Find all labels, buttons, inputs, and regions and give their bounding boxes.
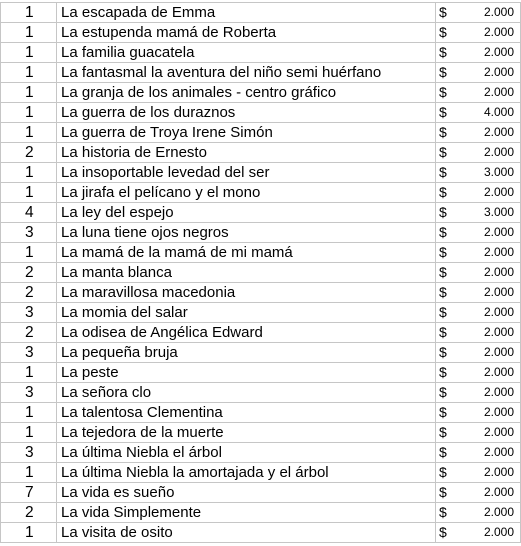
quantity-cell[interactable]: 7 bbox=[1, 483, 57, 503]
price-cell[interactable]: 2.000 bbox=[466, 43, 521, 63]
currency-cell[interactable]: $ bbox=[436, 523, 466, 543]
currency-cell[interactable]: $ bbox=[436, 403, 466, 423]
quantity-cell[interactable]: 1 bbox=[1, 43, 57, 63]
table-row bbox=[1, 343, 521, 363]
title-cell[interactable]: La peste bbox=[57, 363, 436, 383]
price-cell[interactable]: 2.000 bbox=[466, 363, 521, 383]
table-row bbox=[1, 463, 521, 483]
quantity-cell[interactable]: 3 bbox=[1, 343, 57, 363]
price-cell[interactable]: 4.000 bbox=[466, 103, 521, 123]
table-row bbox=[1, 223, 521, 243]
currency-cell[interactable]: $ bbox=[436, 43, 466, 63]
table-row bbox=[1, 103, 521, 123]
title-cell[interactable]: La vida es sueño bbox=[57, 483, 436, 503]
currency-cell[interactable]: $ bbox=[436, 483, 466, 503]
title-cell[interactable]: La pequeña bruja bbox=[57, 343, 436, 363]
price-cell[interactable]: 2.000 bbox=[466, 183, 521, 203]
title-cell[interactable]: La guerra de los duraznos bbox=[57, 103, 436, 123]
quantity-cell[interactable]: 3 bbox=[1, 303, 57, 323]
title-cell[interactable]: La visita de osito bbox=[57, 523, 436, 543]
price-cell[interactable]: 2.000 bbox=[466, 483, 521, 503]
price-cell[interactable]: 2.000 bbox=[466, 263, 521, 283]
quantity-cell[interactable]: 2 bbox=[1, 283, 57, 303]
table-row bbox=[1, 283, 521, 303]
table-row bbox=[1, 43, 521, 63]
table-row bbox=[1, 3, 521, 23]
currency-cell[interactable]: $ bbox=[436, 163, 466, 183]
table-row bbox=[1, 203, 521, 223]
title-cell[interactable]: La señora clo bbox=[57, 383, 436, 403]
quantity-cell[interactable]: 1 bbox=[1, 243, 57, 263]
title-cell[interactable]: La maravillosa macedonia bbox=[57, 283, 436, 303]
table-row bbox=[1, 63, 521, 83]
table-row bbox=[1, 263, 521, 283]
currency-cell[interactable]: $ bbox=[436, 103, 466, 123]
currency-cell[interactable]: $ bbox=[436, 243, 466, 263]
table-row bbox=[1, 503, 521, 523]
quantity-cell[interactable]: 1 bbox=[1, 163, 57, 183]
currency-cell[interactable]: $ bbox=[436, 263, 466, 283]
price-cell[interactable]: 2.000 bbox=[466, 243, 521, 263]
currency-cell[interactable]: $ bbox=[436, 503, 466, 523]
title-cell[interactable]: La talentosa Clementina bbox=[57, 403, 436, 423]
currency-cell[interactable]: $ bbox=[436, 63, 466, 83]
price-cell[interactable]: 2.000 bbox=[466, 463, 521, 483]
price-cell[interactable]: 2.000 bbox=[466, 223, 521, 243]
currency-cell[interactable]: $ bbox=[436, 303, 466, 323]
title-cell[interactable]: La fantasmal la aventura del niño semi huérfano bbox=[57, 63, 436, 83]
currency-cell[interactable]: $ bbox=[436, 343, 466, 363]
table-row bbox=[1, 83, 521, 103]
table-row bbox=[1, 183, 521, 203]
price-cell[interactable]: 2.000 bbox=[466, 383, 521, 403]
price-cell[interactable]: 2.000 bbox=[466, 3, 521, 23]
table-row bbox=[1, 363, 521, 383]
title-cell[interactable]: La última Niebla el árbol bbox=[57, 443, 436, 463]
quantity-cell[interactable]: 1 bbox=[1, 523, 57, 543]
table-row bbox=[1, 23, 521, 43]
table-row bbox=[1, 483, 521, 503]
title-cell[interactable]: La última Niebla la amortajada y el árbol bbox=[57, 463, 436, 483]
quantity-cell[interactable]: 1 bbox=[1, 423, 57, 443]
currency-cell[interactable]: $ bbox=[436, 383, 466, 403]
currency-cell[interactable]: $ bbox=[436, 23, 466, 43]
quantity-cell[interactable]: 2 bbox=[1, 503, 57, 523]
currency-cell[interactable]: $ bbox=[436, 123, 466, 143]
currency-cell[interactable]: $ bbox=[436, 443, 466, 463]
table-row bbox=[1, 443, 521, 463]
book-price-table bbox=[0, 2, 521, 543]
title-cell[interactable]: La insoportable levedad del ser bbox=[57, 163, 436, 183]
price-cell[interactable]: 3.000 bbox=[466, 163, 521, 183]
price-cell[interactable]: 2.000 bbox=[466, 343, 521, 363]
title-cell[interactable]: La historia de Ernesto bbox=[57, 143, 436, 163]
title-cell[interactable]: La odisea de Angélica Edward bbox=[57, 323, 436, 343]
title-cell[interactable]: La jirafa el pelícano y el mono bbox=[57, 183, 436, 203]
price-cell[interactable]: 2.000 bbox=[466, 403, 521, 423]
currency-cell[interactable]: $ bbox=[436, 323, 466, 343]
quantity-cell[interactable]: 1 bbox=[1, 403, 57, 423]
title-cell[interactable]: La momia del salar bbox=[57, 303, 436, 323]
quantity-cell[interactable]: 4 bbox=[1, 203, 57, 223]
currency-cell[interactable]: $ bbox=[436, 363, 466, 383]
title-cell[interactable]: La mamá de la mamá de mi mamá bbox=[57, 243, 436, 263]
currency-cell[interactable]: $ bbox=[436, 83, 466, 103]
currency-cell[interactable]: $ bbox=[436, 3, 466, 23]
quantity-cell[interactable]: 3 bbox=[1, 223, 57, 243]
price-cell[interactable]: 2.000 bbox=[466, 143, 521, 163]
table-row bbox=[1, 523, 521, 543]
table-row bbox=[1, 143, 521, 163]
price-cell[interactable]: 2.000 bbox=[466, 83, 521, 103]
quantity-cell[interactable]: 1 bbox=[1, 63, 57, 83]
price-cell[interactable]: 2.000 bbox=[466, 123, 521, 143]
table-row bbox=[1, 123, 521, 143]
table-row bbox=[1, 403, 521, 423]
title-cell[interactable]: La guerra de Troya Irene Simón bbox=[57, 123, 436, 143]
table-body bbox=[1, 3, 521, 543]
quantity-cell[interactable]: 1 bbox=[1, 363, 57, 383]
title-cell[interactable]: La ley del espejo bbox=[57, 203, 436, 223]
price-cell[interactable]: 2.000 bbox=[466, 423, 521, 443]
quantity-cell[interactable]: 3 bbox=[1, 383, 57, 403]
table-row bbox=[1, 303, 521, 323]
price-cell[interactable]: 2.000 bbox=[466, 503, 521, 523]
currency-cell[interactable]: $ bbox=[436, 203, 466, 223]
title-cell[interactable]: La manta blanca bbox=[57, 263, 436, 283]
price-cell[interactable]: 2.000 bbox=[466, 23, 521, 43]
quantity-cell[interactable]: 1 bbox=[1, 83, 57, 103]
title-cell[interactable]: La luna tiene ojos negros bbox=[57, 223, 436, 243]
quantity-cell[interactable]: 1 bbox=[1, 3, 57, 23]
price-cell[interactable]: 2.000 bbox=[466, 523, 521, 543]
currency-cell[interactable]: $ bbox=[436, 143, 466, 163]
currency-cell[interactable]: $ bbox=[436, 183, 466, 203]
currency-cell[interactable]: $ bbox=[436, 463, 466, 483]
quantity-cell[interactable]: 3 bbox=[1, 443, 57, 463]
quantity-cell[interactable]: 1 bbox=[1, 463, 57, 483]
currency-cell[interactable]: $ bbox=[436, 423, 466, 443]
title-cell[interactable]: La granja de los animales - centro gráfico bbox=[57, 83, 436, 103]
quantity-cell[interactable]: 1 bbox=[1, 183, 57, 203]
quantity-cell[interactable]: 1 bbox=[1, 123, 57, 143]
title-cell[interactable]: La estupenda mamá de Roberta bbox=[57, 23, 436, 43]
price-cell[interactable]: 2.000 bbox=[466, 63, 521, 83]
table-row bbox=[1, 243, 521, 263]
table-row bbox=[1, 163, 521, 183]
price-cell[interactable]: 2.000 bbox=[466, 303, 521, 323]
quantity-cell[interactable]: 2 bbox=[1, 323, 57, 343]
price-cell[interactable]: 2.000 bbox=[466, 443, 521, 463]
price-cell[interactable]: 2.000 bbox=[466, 323, 521, 343]
title-cell[interactable]: La vida Simplemente bbox=[57, 503, 436, 523]
quantity-cell[interactable]: 2 bbox=[1, 263, 57, 283]
currency-cell[interactable]: $ bbox=[436, 283, 466, 303]
quantity-cell[interactable]: 2 bbox=[1, 143, 57, 163]
quantity-cell[interactable]: 1 bbox=[1, 103, 57, 123]
table-row bbox=[1, 323, 521, 343]
quantity-cell[interactable]: 1 bbox=[1, 23, 57, 43]
title-cell[interactable]: La tejedora de la muerte bbox=[57, 423, 436, 443]
currency-cell[interactable]: $ bbox=[436, 223, 466, 243]
title-cell[interactable]: La escapada de Emma bbox=[57, 3, 436, 23]
table-row bbox=[1, 383, 521, 403]
price-cell[interactable]: 2.000 bbox=[466, 283, 521, 303]
title-cell[interactable]: La familia guacatela bbox=[57, 43, 436, 63]
price-cell[interactable]: 3.000 bbox=[466, 203, 521, 223]
table-row bbox=[1, 423, 521, 443]
